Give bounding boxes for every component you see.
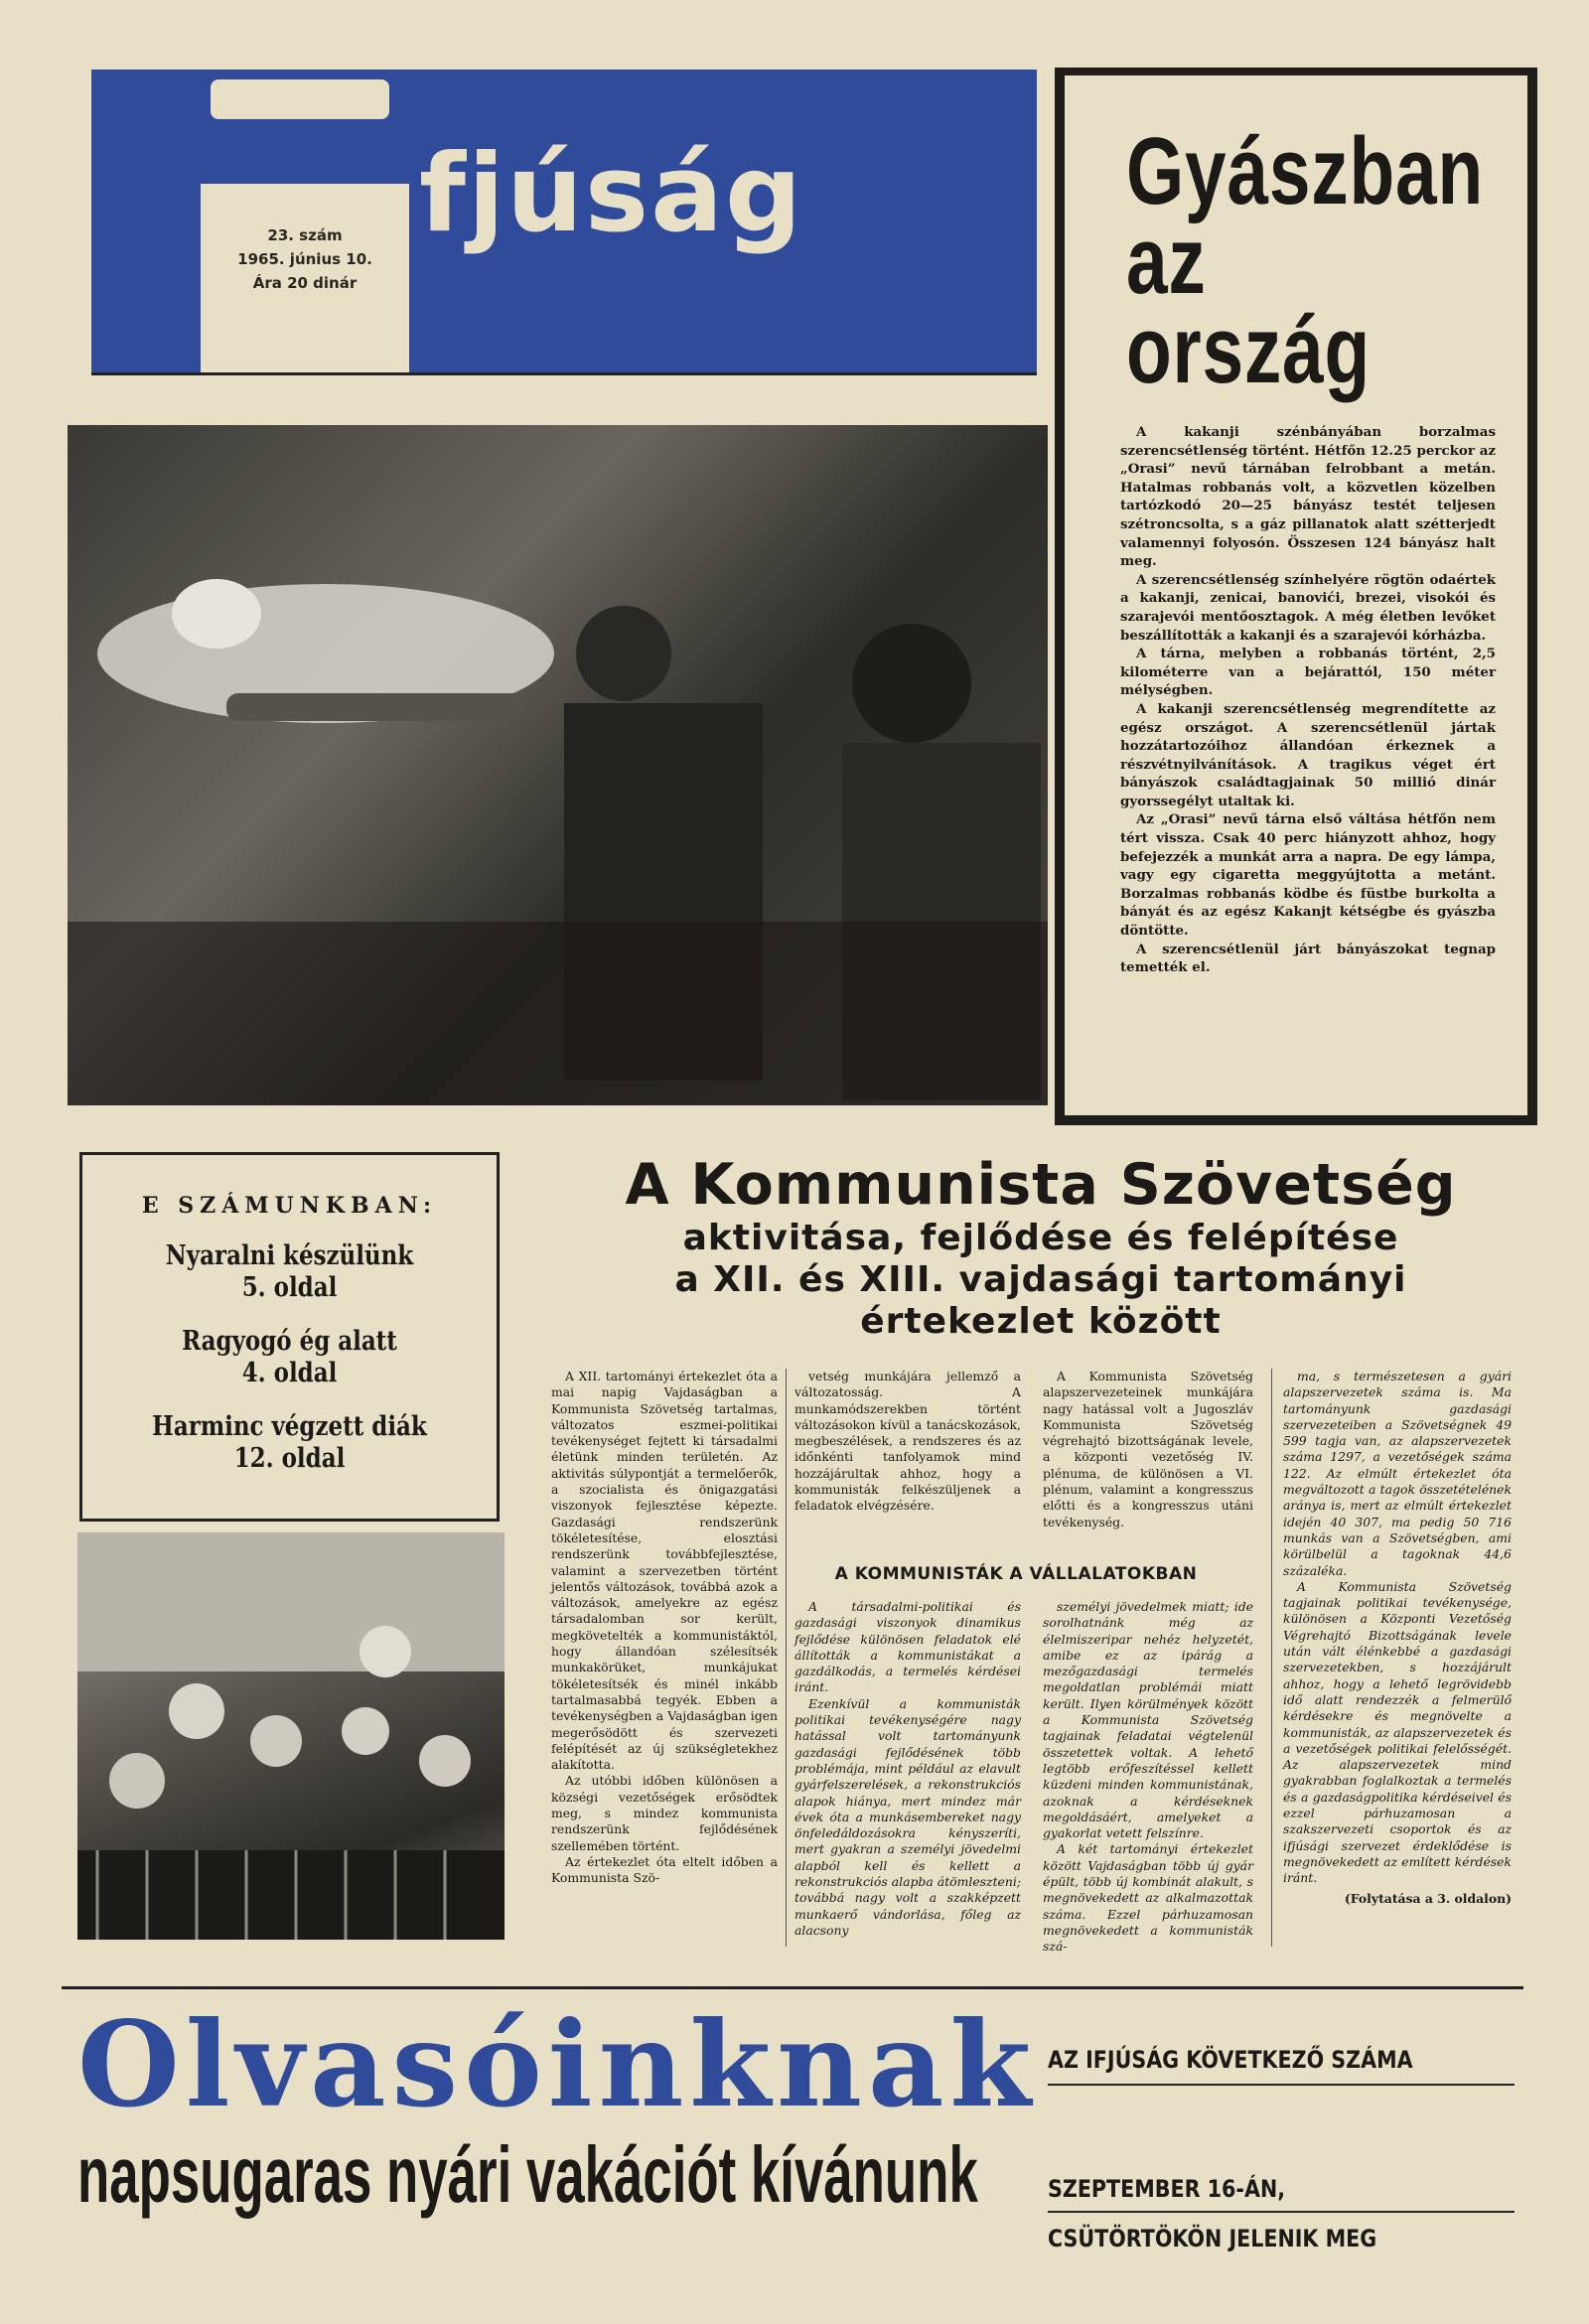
mourning-paragraph: A kakanji szénbányában borzalmas szerencsétlenség történt. Hétfőn 12.25 perckor az „Orasi” nevű tárnában felrobbant a metán. Hatalmas robbanás volt, a közvetlen közelben tartózkodó 20—25 bányász testét teljesen szétroncsolta, s a gáz pillanatok alatt szétterjedt valamennyi folyosón. Összesen 124 bányász halt meg.	[1120, 424, 1496, 570]
article-paragraph: A társadalmi-politikai és gazdasági viszonyok dinamikus fejlődése különösen feladatok elé állították a kommunistákat a gazdálkodás, a termelés kérdései iránt.	[794, 1599, 1021, 1695]
article-column-1	[551, 1369, 778, 1887]
contents-item-page: 12. oldal	[233, 1443, 346, 1474]
graduates-photo	[77, 1532, 505, 1940]
masthead-rule	[91, 372, 1037, 375]
contents-item-page: 5. oldal	[241, 1272, 338, 1303]
contents-box	[79, 1152, 500, 1522]
article-paragraph: Az utóbbi időben különösen a községi vezetőségek erősödtek meg, s mindez kommunista rendszerünk fejlődésének szellemében történt.	[551, 1773, 778, 1853]
next-issue-line: AZ IFJÚSÁG KÖVETKEZŐ SZÁMA	[1048, 2046, 1413, 2074]
mourning-paragraph: Az „Orasi” nevű tárna első váltása hétfőn nem tért vissza. Csak 40 perc hiányzott ahhoz, hogy befejezzék a munkát arra a napra. De egy lámpa, vagy egy cigaretta meggyújtotta a metánt. Borzalmas robbanás ködbe és füstbe burkolta a bányát és az egész Kakanjt kétségbe és gyászba döntötte.	[1120, 811, 1496, 940]
article-column-4	[1283, 1369, 1512, 1907]
article-paragraph: A XII. tartományi értekezlet óta a mai napig Vajdaságban a Kommunista Szövetség tartalmas, változatos eszmei-politikai tevékenységet fejtett ki társadalmi életünk minden területén. Az aktivitás súlypontját a termelőerők, a szocialista és önigazgatási viszonyok fejlesztése képezte. Gazdasági rendszerünk tökéletesítése, elosztási rendszerünk továbbfejlesztése, valamint a szervezetben történt jelentős változások, továbbá azok a változások, amelyekre az egész társadalomban sor került, megkövetelték a kommunistáktól, hogy állandóan szélesítsék munkakörüket, munkájukat tökéletesítsék és minél inkább tartalmasabbá tegyék. Ebben a tevékenységben a Vajdaságban igen megerősödött és szervezeti felépítését az új szükségletekhez alakította.	[551, 1369, 778, 1773]
article-paragraph: A Kommunista Szövetség alapszervezeteinek munkájára nagy hatással volt a Jugoszláv Kommunista Szövetség végrehajtó bizottságának levele, a központi vezetőség IV. plénuma, de különösen a VI. plénum, valamint a kongresszus előtti és a kongresszus utáni tevékenység.	[1043, 1369, 1253, 1529]
article-paragraph: ma, s természetesen a gyári alapszervezetek száma is. Ma tartományunk gazdasági szervezeteiben a Szövetségnek 49 599 tagja van, az alapszervezetek száma 1297, a vezetőségek száma 122. Az elmúlt értekezlet óta megváltozott a tagok összetételének arányа is, mert az elmúlt értekezlet idején 40 307, ma pedig 50 716 munkás van a Szövetségben, ami körülbelül a tagoknak 44,6 százaléka.	[1283, 1369, 1512, 1578]
contents-item-page: 4. oldal	[241, 1358, 338, 1388]
contents-item[interactable]	[113, 1411, 465, 1475]
issue-price: Ára 20 dinár	[252, 274, 358, 292]
article-paragraph: vetség munkájára jellemző a változatosság. A munkamódszerekben történt változásokon kívül a tanácskozások, megbeszélések, a rendszeres és az időnkénti tanfolyamok mind hozzájárultak ahhoz, hogy a kommunisták felkészüljenek a feladatok elvégzésére.	[794, 1369, 1021, 1514]
article-headline	[544, 1152, 1537, 1343]
mourning-title	[1126, 118, 1484, 403]
contents-heading: E SZÁMUNKBAN:	[141, 1193, 438, 1219]
contents-item[interactable]	[113, 1240, 465, 1304]
mourning-paragraph: A tárna, melyben a robbanás történt, 2,5 kilométerre van a bejárattól, 150 méter mélységben.	[1120, 646, 1496, 699]
headline-sub: aktivitása, fejlődése és felépítése	[682, 1218, 1399, 1258]
next-issue-line: CSÜTÖRTÖKÖN JELENIK MEG	[1048, 2225, 1377, 2252]
mourning-paragraph: A kakanji szerencsétlenség megrendítette az egész országot. A szerencsétlenül jártak hozzátartozóihoz állandóan érkeznek a részvétnyilvánítások. A tragikus véget ért bányászok családtagjainak 50 millió dinár gyorssegélyt utaltak ki.	[1120, 700, 1496, 809]
article-paragraph: Az értekezlet óta eltelt időben a Kommunista Szö-	[551, 1853, 778, 1886]
article-column-3-top	[1043, 1369, 1253, 1530]
main-photo	[68, 425, 1048, 1105]
photo-miners-rescue-icon	[68, 425, 1048, 1105]
banner-subtitle: napsugaras nyári vakációt kívánunk	[77, 2130, 978, 2219]
next-issue-rule	[1048, 2211, 1515, 2213]
masthead-title: fjúság	[419, 132, 804, 256]
issue-number: 23. szám	[267, 226, 343, 244]
contents-item[interactable]	[113, 1326, 465, 1389]
article-column-2-bottom	[794, 1599, 1021, 1939]
headline-main: A Kommunista Szövetség	[625, 1152, 1457, 1218]
article-column-3-bottom	[1043, 1599, 1253, 1956]
article-subhead: A KOMMUNISTÁK A VÁLLALATOKBAN	[834, 1564, 1198, 1584]
mourning-title-line: ország	[1126, 297, 1372, 403]
mourning-box	[1055, 68, 1537, 1125]
article-paragraph: Ezenkívül a kommunisták politikai tevékenységére nagy hatással volt tartományunk gazdasági fejlődésének több problémája, mint például az elavult gyárfelszerelések, a rekonstrukciós alapok hiánya, mert mindez már évek óta a munkásembereket nagy önfeledáldozásokra kényszeríti, mert gyakran a személyi jövedelmi alapból kell és kellett a rekonstrukciós alapba átömleszteni; továbbá nagy volt a szakképzett munkaerő vándorlása, főleg az alacsony	[794, 1695, 1021, 1938]
column-divider	[1271, 1369, 1272, 1947]
contents-item-title: Ragyogó ég alatt	[182, 1326, 397, 1357]
headline-sub: értekezlet között	[860, 1301, 1222, 1342]
photo-graduates-icon	[77, 1532, 505, 1940]
masthead-notch	[211, 79, 389, 119]
mourning-paragraph: A szerencsétlenség színhelyére rögtön odaértek a kakanji, zenicai, banovići, brezei, visokói és szarajevói mentőosztagok. A még életben levőket beszállították a kakanji és a szarajevói kórházba.	[1120, 571, 1496, 644]
contents-item-title: Harminc végzett diák	[152, 1411, 427, 1442]
mourning-paragraph: A szerencsétlenül járt bányászokat tegnap temették el.	[1120, 941, 1496, 976]
masthead	[91, 70, 1037, 385]
mourning-title-line: Gyászban	[1126, 118, 1484, 224]
article-paragraph: személyi jövedelmek miatt; ide sorolhatnánk még az élelmiszeripar nehéz helyzetét, amibe ez az ipárág a mezőgazdasági termelés megoldatlan problémái miatt került. Ilyen körülmények között a Kommunista Szövetség tagjainak feladatai végtelenül összetettek voltak. A lehető legtöbb erőfeszítéssel kellett küzdeni minden kommunistának, azoknak a kérdéseknek megoldásáért, amelyeket a gyakorlat vetett felszínre.	[1043, 1599, 1253, 1841]
article-paragraph: A két tartományi értekezlet között Vajdaságban több új gyár épült, több új kombinát alakult, s megnövekedett az alkalmazottak száma. Ezzel párhuzamosan megnövekedett a kommunisták szá-	[1043, 1841, 1253, 1955]
mourning-title-line: az	[1126, 208, 1207, 314]
article-column-2-top	[794, 1369, 1021, 1515]
article-paragraph: A Kommunista Szövetség tagjainak politikai tevékenysége, különösen a Központi Vezetőség Végrehajtó Bizottságának levele után vált élénkebbé a gazdasági szervezetekben, s hozzájárult ahhoz, hogy a lehető legrövidebb idő alatt rendezzék a felmerülő kérdésekre és megnövelte a kommunisták, az alapszervezetek és a vezetőségek politikai felelősségét. Az alapszervezetek mind gyakrabban foglalkoztak a termelés és a gazdaságpolitika kérdéseivel és ezzel párhuzamosan a szakszervezeti csoportok és az ifjúsági szervezet érdeklődése is megnövekedett az említett kérdések iránt.	[1283, 1578, 1512, 1886]
column-divider	[786, 1369, 787, 1947]
next-issue-rule	[1048, 2084, 1515, 2086]
masthead-blue-left	[91, 181, 201, 374]
next-issue-line: SZEPTEMBER 16-ÁN,	[1048, 2175, 1286, 2203]
issue-date: 1965. június 10.	[237, 250, 372, 268]
contents-item-title: Nyaralni készülünk	[165, 1240, 414, 1271]
mourning-body	[1120, 423, 1496, 977]
banner-title: Olvasóinknak	[77, 1995, 1038, 2133]
banner-rule	[62, 1986, 1523, 1989]
continued-note: (Folytatása a 3. oldalon)	[1344, 1890, 1512, 1906]
headline-sub: a XII. és XIII. vajdasági tartományi	[674, 1259, 1407, 1300]
